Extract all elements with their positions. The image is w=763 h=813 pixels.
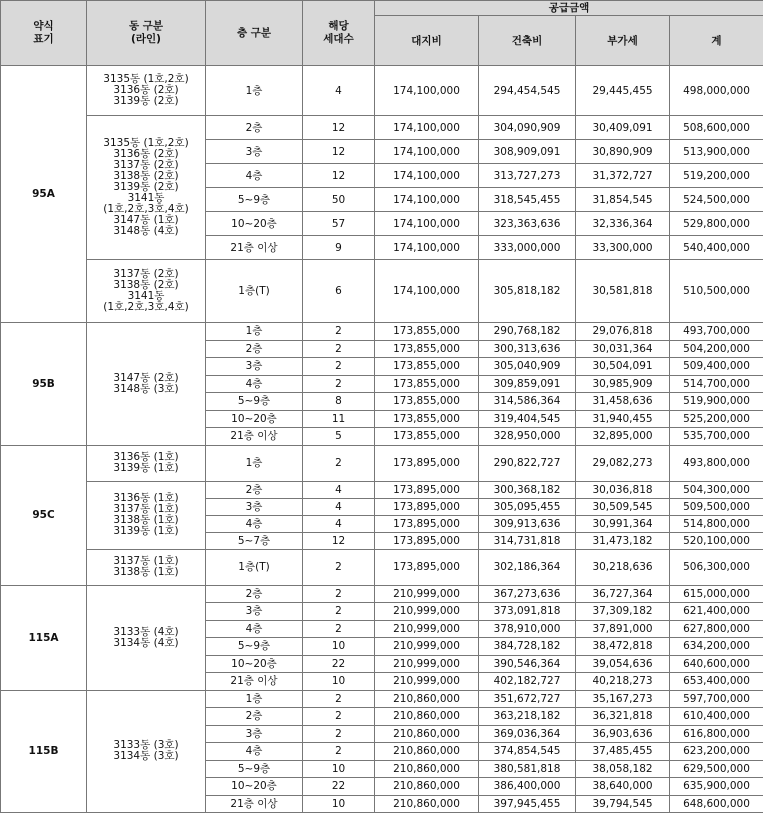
units-cell: 2 xyxy=(303,549,375,585)
land-cost-cell: 174,100,000 xyxy=(375,212,479,236)
building-cost-cell: 290,822,727 xyxy=(479,445,576,481)
floor-cell: 10~20층 xyxy=(206,212,303,236)
vat-cell: 31,940,455 xyxy=(576,410,670,428)
total-cell: 508,600,000 xyxy=(670,116,763,140)
land-cost-cell: 210,999,000 xyxy=(375,673,479,691)
total-cell: 535,700,000 xyxy=(670,428,763,446)
building-cost-cell: 378,910,000 xyxy=(479,620,576,638)
land-cost-cell: 173,855,000 xyxy=(375,358,479,376)
total-cell: 648,600,000 xyxy=(670,795,763,813)
units-cell: 12 xyxy=(303,116,375,140)
land-cost-cell: 174,100,000 xyxy=(375,236,479,260)
vat-cell: 30,504,091 xyxy=(576,358,670,376)
vat-cell: 40,218,273 xyxy=(576,673,670,691)
floor-cell: 1층 xyxy=(206,690,303,708)
table-row xyxy=(1,445,763,481)
type-cell: 95A xyxy=(1,66,87,323)
total-cell: 615,000,000 xyxy=(670,585,763,603)
building-cost-cell: 374,854,545 xyxy=(479,743,576,761)
floor-cell: 3층 xyxy=(206,140,303,164)
dong-cell: 3135동 (1호,2호) 3136동 (2호) 3139동 (2호) xyxy=(87,66,206,116)
vat-cell: 39,794,545 xyxy=(576,795,670,813)
units-cell: 2 xyxy=(303,603,375,621)
total-cell: 498,000,000 xyxy=(670,66,763,116)
vat-cell: 35,167,273 xyxy=(576,690,670,708)
land-cost-cell: 173,855,000 xyxy=(375,340,479,358)
floor-cell: 21층 이상 xyxy=(206,428,303,446)
vat-cell: 30,509,545 xyxy=(576,498,670,515)
land-cost-cell: 210,860,000 xyxy=(375,708,479,726)
units-cell: 50 xyxy=(303,188,375,212)
building-cost-cell: 319,404,545 xyxy=(479,410,576,428)
building-cost-cell: 304,090,909 xyxy=(479,116,576,140)
dong-cell: 3135동 (1호,2호) 3136동 (2호) 3137동 (2호) 3138동 (2호) 3139동 (2호) 3141동 (1호,2호,3호,4호) 3147동 (1호) 3148동 (4호) xyxy=(87,116,206,260)
floor-cell: 5~9층 xyxy=(206,760,303,778)
header-type: 약식 표기 xyxy=(1,1,87,66)
building-cost-cell: 305,095,455 xyxy=(479,498,576,515)
vat-cell: 30,581,818 xyxy=(576,260,670,323)
land-cost-cell: 174,100,000 xyxy=(375,188,479,212)
total-cell: 514,800,000 xyxy=(670,515,763,532)
type-cell: 95C xyxy=(1,445,87,585)
floor-cell: 1층 xyxy=(206,445,303,481)
units-cell: 2 xyxy=(303,620,375,638)
building-cost-cell: 302,186,364 xyxy=(479,549,576,585)
vat-cell: 29,076,818 xyxy=(576,323,670,341)
vat-cell: 31,473,182 xyxy=(576,532,670,549)
vat-cell: 38,640,000 xyxy=(576,778,670,796)
dong-cell: 3137동 (1호) 3138동 (1호) xyxy=(87,549,206,585)
table-row xyxy=(1,585,763,603)
land-cost-cell: 210,860,000 xyxy=(375,690,479,708)
land-cost-cell: 174,100,000 xyxy=(375,66,479,116)
units-cell: 2 xyxy=(303,743,375,761)
building-cost-cell: 384,728,182 xyxy=(479,638,576,656)
building-cost-cell: 313,727,273 xyxy=(479,164,576,188)
total-cell: 621,400,000 xyxy=(670,603,763,621)
total-cell: 493,700,000 xyxy=(670,323,763,341)
total-cell: 525,200,000 xyxy=(670,410,763,428)
total-cell: 629,500,000 xyxy=(670,760,763,778)
header-vat: 부가세 xyxy=(576,16,670,66)
total-cell: 509,400,000 xyxy=(670,358,763,376)
total-cell: 513,900,000 xyxy=(670,140,763,164)
units-cell: 22 xyxy=(303,778,375,796)
vat-cell: 36,903,636 xyxy=(576,725,670,743)
units-cell: 22 xyxy=(303,655,375,673)
vat-cell: 31,854,545 xyxy=(576,188,670,212)
floor-cell: 3층 xyxy=(206,498,303,515)
land-cost-cell: 173,895,000 xyxy=(375,549,479,585)
vat-cell: 30,985,909 xyxy=(576,375,670,393)
land-cost-cell: 173,895,000 xyxy=(375,498,479,515)
building-cost-cell: 290,768,182 xyxy=(479,323,576,341)
header-land-cost: 대지비 xyxy=(375,16,479,66)
total-cell: 635,900,000 xyxy=(670,778,763,796)
floor-cell: 21층 이상 xyxy=(206,673,303,691)
header-supply-price: 공급금액 xyxy=(375,1,763,16)
land-cost-cell: 174,100,000 xyxy=(375,140,479,164)
vat-cell: 36,727,364 xyxy=(576,585,670,603)
land-cost-cell: 174,100,000 xyxy=(375,164,479,188)
building-cost-cell: 305,818,182 xyxy=(479,260,576,323)
floor-cell: 2층 xyxy=(206,481,303,498)
table-row xyxy=(1,690,763,708)
units-cell: 2 xyxy=(303,725,375,743)
dong-cell: 3147동 (2호) 3148동 (3호) xyxy=(87,323,206,446)
floor-cell: 2층 xyxy=(206,585,303,603)
type-cell: 115B xyxy=(1,690,87,813)
vat-cell: 32,336,364 xyxy=(576,212,670,236)
floor-cell: 5~9층 xyxy=(206,638,303,656)
land-cost-cell: 173,855,000 xyxy=(375,410,479,428)
building-cost-cell: 333,000,000 xyxy=(479,236,576,260)
units-cell: 8 xyxy=(303,393,375,411)
units-cell: 6 xyxy=(303,260,375,323)
total-cell: 504,200,000 xyxy=(670,340,763,358)
total-cell: 514,700,000 xyxy=(670,375,763,393)
land-cost-cell: 173,855,000 xyxy=(375,375,479,393)
total-cell: 640,600,000 xyxy=(670,655,763,673)
floor-cell: 4층 xyxy=(206,164,303,188)
type-cell: 115A xyxy=(1,585,87,690)
dong-cell: 3137동 (2호) 3138동 (2호) 3141동 (1호,2호,3호,4호) xyxy=(87,260,206,323)
total-cell: 493,800,000 xyxy=(670,445,763,481)
building-cost-cell: 309,913,636 xyxy=(479,515,576,532)
vat-cell: 32,895,000 xyxy=(576,428,670,446)
header-dong: 동 구분 (라인) xyxy=(87,1,206,66)
units-cell: 2 xyxy=(303,323,375,341)
floor-cell: 10~20층 xyxy=(206,778,303,796)
table-row xyxy=(1,260,763,323)
building-cost-cell: 314,586,364 xyxy=(479,393,576,411)
vat-cell: 37,485,455 xyxy=(576,743,670,761)
land-cost-cell: 210,999,000 xyxy=(375,585,479,603)
land-cost-cell: 210,999,000 xyxy=(375,638,479,656)
building-cost-cell: 402,182,727 xyxy=(479,673,576,691)
floor-cell: 5~9층 xyxy=(206,188,303,212)
table-row xyxy=(1,66,763,116)
floor-cell: 10~20층 xyxy=(206,655,303,673)
total-cell: 529,800,000 xyxy=(670,212,763,236)
vat-cell: 31,372,727 xyxy=(576,164,670,188)
building-cost-cell: 351,672,727 xyxy=(479,690,576,708)
land-cost-cell: 173,855,000 xyxy=(375,323,479,341)
units-cell: 10 xyxy=(303,760,375,778)
floor-cell: 21층 이상 xyxy=(206,795,303,813)
building-cost-cell: 300,368,182 xyxy=(479,481,576,498)
vat-cell: 38,472,818 xyxy=(576,638,670,656)
building-cost-cell: 373,091,818 xyxy=(479,603,576,621)
header-building-cost: 건축비 xyxy=(479,16,576,66)
total-cell: 627,800,000 xyxy=(670,620,763,638)
units-cell: 12 xyxy=(303,140,375,164)
vat-cell: 30,218,636 xyxy=(576,549,670,585)
land-cost-cell: 173,895,000 xyxy=(375,481,479,498)
floor-cell: 1층 xyxy=(206,323,303,341)
building-cost-cell: 314,731,818 xyxy=(479,532,576,549)
vat-cell: 30,409,091 xyxy=(576,116,670,140)
land-cost-cell: 173,855,000 xyxy=(375,428,479,446)
header-floor: 층 구분 xyxy=(206,1,303,66)
vat-cell: 39,054,636 xyxy=(576,655,670,673)
table-row xyxy=(1,323,763,341)
building-cost-cell: 294,454,545 xyxy=(479,66,576,116)
units-cell: 4 xyxy=(303,515,375,532)
units-cell: 12 xyxy=(303,532,375,549)
land-cost-cell: 173,895,000 xyxy=(375,445,479,481)
floor-cell: 1층(T) xyxy=(206,549,303,585)
building-cost-cell: 397,945,455 xyxy=(479,795,576,813)
floor-cell: 3층 xyxy=(206,725,303,743)
units-cell: 2 xyxy=(303,690,375,708)
vat-cell: 37,891,000 xyxy=(576,620,670,638)
land-cost-cell: 173,895,000 xyxy=(375,532,479,549)
table-row xyxy=(1,116,763,140)
units-cell: 57 xyxy=(303,212,375,236)
vat-cell: 38,058,182 xyxy=(576,760,670,778)
total-cell: 634,200,000 xyxy=(670,638,763,656)
units-cell: 9 xyxy=(303,236,375,260)
floor-cell: 2층 xyxy=(206,708,303,726)
land-cost-cell: 210,860,000 xyxy=(375,795,479,813)
floor-cell: 10~20층 xyxy=(206,410,303,428)
land-cost-cell: 174,100,000 xyxy=(375,116,479,140)
dong-cell: 3136동 (1호) 3137동 (1호) 3138동 (1호) 3139동 (1호) xyxy=(87,481,206,549)
vat-cell: 30,031,364 xyxy=(576,340,670,358)
land-cost-cell: 174,100,000 xyxy=(375,260,479,323)
land-cost-cell: 210,999,000 xyxy=(375,655,479,673)
building-cost-cell: 390,546,364 xyxy=(479,655,576,673)
units-cell: 10 xyxy=(303,673,375,691)
floor-cell: 4층 xyxy=(206,620,303,638)
land-cost-cell: 210,860,000 xyxy=(375,778,479,796)
total-cell: 510,500,000 xyxy=(670,260,763,323)
units-cell: 2 xyxy=(303,358,375,376)
floor-cell: 5~9층 xyxy=(206,393,303,411)
floor-cell: 5~7층 xyxy=(206,532,303,549)
units-cell: 2 xyxy=(303,585,375,603)
building-cost-cell: 308,909,091 xyxy=(479,140,576,164)
floor-cell: 3층 xyxy=(206,603,303,621)
floor-cell: 2층 xyxy=(206,340,303,358)
dong-cell: 3133동 (3호) 3134동 (3호) xyxy=(87,690,206,813)
type-cell: 95B xyxy=(1,323,87,446)
land-cost-cell: 173,895,000 xyxy=(375,515,479,532)
floor-cell: 1층(T) xyxy=(206,260,303,323)
building-cost-cell: 380,581,818 xyxy=(479,760,576,778)
table-body xyxy=(1,66,763,813)
building-cost-cell: 328,950,000 xyxy=(479,428,576,446)
vat-cell: 30,991,364 xyxy=(576,515,670,532)
floor-cell: 4층 xyxy=(206,375,303,393)
units-cell: 2 xyxy=(303,340,375,358)
floor-cell: 21층 이상 xyxy=(206,236,303,260)
units-cell: 10 xyxy=(303,795,375,813)
building-cost-cell: 318,545,455 xyxy=(479,188,576,212)
total-cell: 653,400,000 xyxy=(670,673,763,691)
table-row xyxy=(1,481,763,498)
header-total: 계 xyxy=(670,16,763,66)
land-cost-cell: 210,860,000 xyxy=(375,743,479,761)
vat-cell: 30,036,818 xyxy=(576,481,670,498)
units-cell: 2 xyxy=(303,445,375,481)
building-cost-cell: 386,400,000 xyxy=(479,778,576,796)
units-cell: 11 xyxy=(303,410,375,428)
table-row xyxy=(1,549,763,585)
units-cell: 12 xyxy=(303,164,375,188)
vat-cell: 29,082,273 xyxy=(576,445,670,481)
floor-cell: 2층 xyxy=(206,116,303,140)
vat-cell: 36,321,818 xyxy=(576,708,670,726)
units-cell: 4 xyxy=(303,481,375,498)
units-cell: 4 xyxy=(303,66,375,116)
land-cost-cell: 210,860,000 xyxy=(375,760,479,778)
total-cell: 540,400,000 xyxy=(670,236,763,260)
vat-cell: 37,309,182 xyxy=(576,603,670,621)
dong-cell: 3133동 (4호) 3134동 (4호) xyxy=(87,585,206,690)
units-cell: 5 xyxy=(303,428,375,446)
land-cost-cell: 210,999,000 xyxy=(375,620,479,638)
land-cost-cell: 210,860,000 xyxy=(375,725,479,743)
vat-cell: 33,300,000 xyxy=(576,236,670,260)
total-cell: 519,900,000 xyxy=(670,393,763,411)
total-cell: 623,200,000 xyxy=(670,743,763,761)
units-cell: 4 xyxy=(303,498,375,515)
floor-cell: 4층 xyxy=(206,515,303,532)
land-cost-cell: 173,855,000 xyxy=(375,393,479,411)
building-cost-cell: 363,218,182 xyxy=(479,708,576,726)
building-cost-cell: 300,313,636 xyxy=(479,340,576,358)
building-cost-cell: 309,859,091 xyxy=(479,375,576,393)
floor-cell: 4층 xyxy=(206,743,303,761)
vat-cell: 30,890,909 xyxy=(576,140,670,164)
header-units: 해당 세대수 xyxy=(303,1,375,66)
building-cost-cell: 367,273,636 xyxy=(479,585,576,603)
units-cell: 2 xyxy=(303,375,375,393)
total-cell: 506,300,000 xyxy=(670,549,763,585)
units-cell: 10 xyxy=(303,638,375,656)
building-cost-cell: 305,040,909 xyxy=(479,358,576,376)
vat-cell: 29,445,455 xyxy=(576,66,670,116)
floor-cell: 3층 xyxy=(206,358,303,376)
land-cost-cell: 210,999,000 xyxy=(375,603,479,621)
total-cell: 519,200,000 xyxy=(670,164,763,188)
total-cell: 524,500,000 xyxy=(670,188,763,212)
units-cell: 2 xyxy=(303,708,375,726)
total-cell: 597,700,000 xyxy=(670,690,763,708)
total-cell: 616,800,000 xyxy=(670,725,763,743)
total-cell: 504,300,000 xyxy=(670,481,763,498)
table-header xyxy=(1,1,763,66)
vat-cell: 31,458,636 xyxy=(576,393,670,411)
floor-cell: 1층 xyxy=(206,66,303,116)
dong-cell: 3136동 (1호) 3139동 (1호) xyxy=(87,445,206,481)
building-cost-cell: 369,036,364 xyxy=(479,725,576,743)
building-cost-cell: 323,363,636 xyxy=(479,212,576,236)
total-cell: 520,100,000 xyxy=(670,532,763,549)
total-cell: 610,400,000 xyxy=(670,708,763,726)
total-cell: 509,500,000 xyxy=(670,498,763,515)
